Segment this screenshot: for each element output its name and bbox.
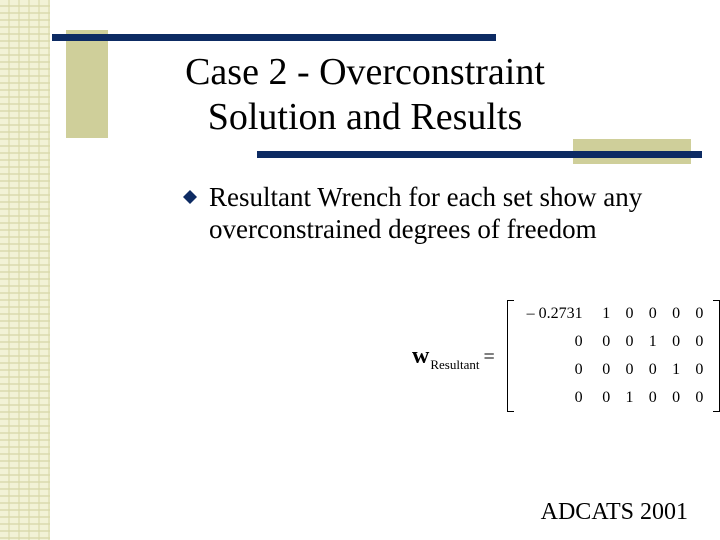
matrix-cell: 0 xyxy=(695,305,704,322)
matrix-table xyxy=(516,300,711,412)
matrix-left-bracket xyxy=(507,300,514,412)
matrix-cell: 0 xyxy=(672,305,681,322)
matrix-row xyxy=(516,356,711,384)
bullet-text-line-2: overconstrained degrees of freedom xyxy=(209,214,597,244)
matrix-cell: 0 xyxy=(672,389,681,406)
wrench-subscript: Resultant xyxy=(430,356,480,372)
matrix-cell: 0 xyxy=(574,389,583,406)
left-striped-band xyxy=(0,0,50,540)
bullet-item xyxy=(183,181,683,245)
resultant-wrench-equation xyxy=(412,300,720,412)
matrix-cell: 0 xyxy=(574,361,583,378)
matrix-cell: – 0.2731 xyxy=(526,305,583,322)
bullet-text xyxy=(209,181,642,245)
matrix-row xyxy=(516,328,711,356)
title-line-2: Solution and Results xyxy=(207,96,523,138)
matrix-cell: 0 xyxy=(695,361,704,378)
matrix-cell: 1 xyxy=(672,361,681,378)
wrench-symbol: w xyxy=(412,342,430,369)
matrix-cell: 1 xyxy=(648,333,657,350)
matrix-cell: 0 xyxy=(648,361,657,378)
matrix-cell: 0 xyxy=(625,361,634,378)
matrix-cell: 1 xyxy=(625,389,634,406)
slide-title xyxy=(130,50,600,140)
matrix-cell: 0 xyxy=(625,305,634,322)
matrix-right-bracket xyxy=(713,300,720,412)
matrix-cell: 0 xyxy=(695,333,704,350)
matrix-row xyxy=(516,300,711,328)
matrix-cell: 0 xyxy=(625,333,634,350)
matrix-row xyxy=(516,384,711,412)
equals-sign: = xyxy=(483,345,495,368)
top-khaki-block xyxy=(66,30,108,138)
matrix-cell: 0 xyxy=(602,389,611,406)
matrix-cell: 0 xyxy=(602,333,611,350)
top-navy-bar xyxy=(52,34,496,41)
matrix-cell: 0 xyxy=(574,333,583,350)
wrench-matrix xyxy=(507,300,720,412)
bullet-text-line-1: Resultant Wrench for each set show any xyxy=(209,182,643,212)
matrix-cell: 0 xyxy=(648,389,657,406)
equation-lhs xyxy=(412,343,501,370)
matrix-cell: 0 xyxy=(672,333,681,350)
matrix-cell: 0 xyxy=(648,305,657,322)
matrix-cell: 1 xyxy=(602,305,611,322)
footer-label: ADCATS 2001 xyxy=(540,499,688,525)
bottom-navy-bar xyxy=(257,151,702,158)
matrix-cell: 0 xyxy=(602,361,611,378)
title-line-1: Case 2 - Overconstraint xyxy=(185,51,545,93)
matrix-cell: 0 xyxy=(695,389,704,406)
diamond-bullet-icon xyxy=(183,190,197,204)
